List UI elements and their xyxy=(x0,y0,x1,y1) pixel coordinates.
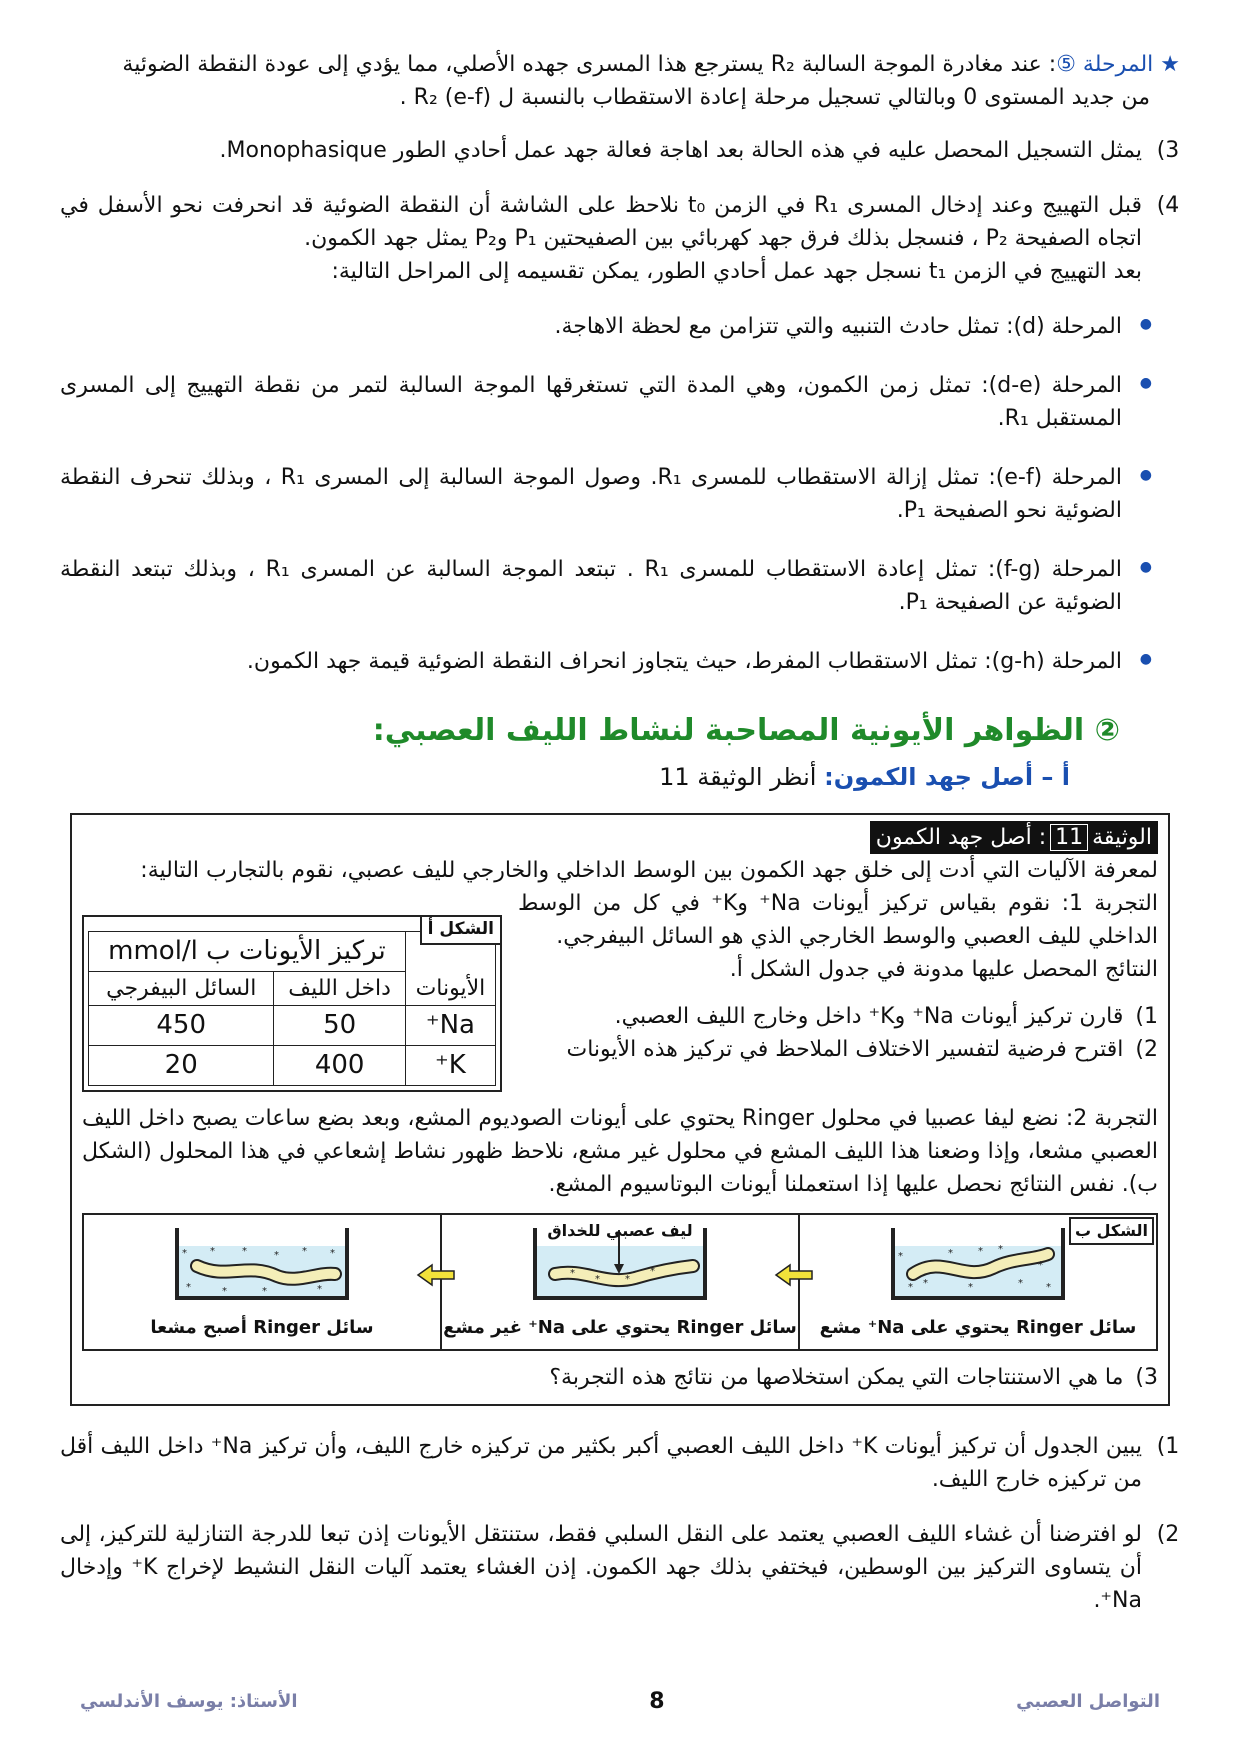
stage5-line1: : عند مغادرة الموجة السالبة R₂ يسترجع هذا المسرى جهده الأصلي، مما يؤدي إلى عودة النقطة الضوئية xyxy=(122,52,1057,77)
list-item: ● المرحلة (d): تمثل حادث التنبيه والتي تتزامن مع لحظة الاهاجة. xyxy=(60,310,1156,343)
stage5-paragraph xyxy=(60,48,1180,114)
svg-text:*: * xyxy=(186,1282,191,1293)
svg-text:*: * xyxy=(998,1244,1003,1255)
figure-b-panel-2 xyxy=(440,1215,798,1349)
page-content xyxy=(60,48,1180,1639)
list-item: ● المرحلة (e-f): تمثل إزالة الاستقطاب للمسرى R₁. وصول الموجة السالبة إلى المسرى R₁ ، وبذلك تنحرف النقطة الضوئية نحو الصفيحة P₁. xyxy=(60,461,1156,527)
beaker-result-icon xyxy=(157,1224,367,1304)
stages-list xyxy=(60,310,1156,678)
exp2-text: التجربة 2: نضع ليفا عصبيا في محلول Ringer يحتوي على أيونات الصوديوم المشع، وبعد بضع ساعات يصبح داخل الليف العصبي مشعا، وإذا وضعنا هذا الليف المشع في محلول غير مشع، نلاحظ ظهور نشاط إشعاعي في هذا المحلول (الشكل ب). نفس النتائج نحصل عليها إذا استعملنا أيونات البوتاسيوم المشع. xyxy=(82,1106,1158,1197)
question-3: 3) ما هي الاستنتاجات التي يمكن استخلاصها من نتائج هذه التجربة؟ xyxy=(549,1365,1158,1390)
svg-text:*: * xyxy=(242,1246,247,1257)
doc-intro: لمعرفة الآليات التي أدت إلى خلق جهد الكمون بين الوسط الداخلي والخارجي لليف عصبي، نقوم بالتجارب التالية: xyxy=(140,858,1158,883)
table-row: Na⁺ 50 450 xyxy=(89,1006,496,1046)
page-footer xyxy=(80,1685,1160,1718)
arrow-left-icon xyxy=(774,1263,814,1287)
svg-text:*: * xyxy=(650,1266,655,1277)
list-item: ● المرحلة (g-h): تمثل الاستقطاب المفرط، حيث يتجاوز انحراف النقطة الضوئية قيمة جهد الكمون. xyxy=(60,645,1156,678)
col-ions-header: الأيونات xyxy=(405,932,495,1006)
svg-text:*: * xyxy=(222,1286,227,1297)
svg-text:*: * xyxy=(1046,1282,1051,1293)
svg-text:*: * xyxy=(262,1286,267,1297)
table-row: K⁺ 400 20 xyxy=(89,1046,496,1086)
item-4: 4) قبل التهييج وعند إدخال المسرى R₁ في الزمن t₀ نلاحظ على الشاشة أن النقطة الضوئية قد انحرفت نحو الأسفل في اتجاه الصفيحة P₂ ، فنسجل بذلك فرق جهد كهربائي بين الصفيحتين P₁ وP₂ يمثل جهد الكمون. بعد التهييج في الزمن t₁ نسجل جهد عمل أحادي الطور، يمكن تقسيمه إلى المراحل التالية: xyxy=(60,189,1180,288)
exp1-text: التجربة 1: نقوم بقياس تركيز أيونات Na⁺ وK⁺ في كل من الوسط الداخلي لليف العصبي والوسط الخارجي الذي هو السائل البيفرجي. xyxy=(518,891,1158,949)
item-3-text: يمثل التسجيل المحصل عليه في هذه الحالة بعد اهاجة فعالة جهد عمل أحادي الطور Monophasique. xyxy=(219,138,1142,163)
concentration-table-figure xyxy=(82,915,502,1092)
item-3: 3) يمثل التسجيل المحصل عليه في هذه الحالة بعد اهاجة فعالة جهد عمل أحادي الطور Monophasique. xyxy=(60,134,1180,167)
document-11-header: الوثيقة11: أصل جهد الكمون xyxy=(870,821,1158,854)
list-item: ● المرحلة (f-g): تمثل إعادة الاستقطاب للمسرى R₁ . تبتعد الموجة السالبة عن المسرى R₁ ، وبذلك تبتعد النقطة الضوئية عن الصفيحة P₁. xyxy=(60,553,1156,619)
svg-text:*: * xyxy=(182,1248,187,1259)
col-outside-header: السائل البيفرجي xyxy=(89,972,274,1006)
panel-2-top-label: ليف عصبي للخداق xyxy=(547,1221,693,1240)
item-4-text2: بعد التهييج في الزمن t₁ نسجل جهد عمل أحادي الطور، يمكن تقسيمه إلى المراحل التالية: xyxy=(331,259,1142,284)
figure-b-label: الشكل ب xyxy=(1069,1217,1154,1245)
figure-a-label: الشكل أ xyxy=(420,915,502,945)
col-inside-header: داخل الليف xyxy=(274,972,405,1006)
exp1-result: النتائج المحصل عليها مدونة في جدول الشكل أ. xyxy=(729,957,1158,982)
panel-3-caption: سائل Ringer أصبح مشعا xyxy=(150,1317,374,1338)
panel-2-caption: سائل Ringer يحتوي على Na⁺ غير مشع xyxy=(443,1317,797,1338)
svg-text:*: * xyxy=(210,1246,215,1257)
document-11-box xyxy=(70,813,1170,1406)
list-item: ● المرحلة (d-e): تمثل زمن الكمون، وهي المدة التي تستغرقها الموجة السالبة لتمر من نقطة التهييج إلى المسرى المستقبل R₁. xyxy=(60,369,1156,435)
item-4-text1: قبل التهييج وعند إدخال المسرى R₁ في الزمن t₀ نلاحظ على الشاشة أن النقطة الضوئية قد انحرفت نحو الأسفل في اتجاه الصفيحة P₂ ، فنسجل بذلك فرق جهد كهربائي بين الصفيحتين P₁ وP₂ يمثل جهد الكمون. xyxy=(60,193,1142,251)
stage5-label: ★ المرحلة ⑤ xyxy=(1056,52,1180,77)
beaker-radioactive-icon xyxy=(873,1224,1083,1304)
svg-text:*: * xyxy=(274,1250,279,1261)
stage5-line2: من جديد المستوى 0 وبالتالي تسجيل مرحلة إعادة الاستقطاب بالنسبة ل R₂ (e-f) . xyxy=(399,85,1150,110)
page-number: 8 xyxy=(649,1689,665,1714)
arrow-left-icon xyxy=(416,1263,456,1287)
figure-b-panel-1 xyxy=(798,1215,1156,1349)
concentration-table xyxy=(88,931,496,1086)
svg-text:*: * xyxy=(923,1278,928,1289)
svg-text:*: * xyxy=(948,1248,953,1259)
table-main-header: تركيز الأيونات ب mmol/l xyxy=(89,932,406,972)
footer-author: الأستاذ: يوسف الأندلسي xyxy=(80,1691,298,1712)
svg-text:*: * xyxy=(302,1246,307,1257)
figure-b xyxy=(82,1213,1158,1351)
footer-subject: التواصل العصبي xyxy=(1016,1691,1160,1712)
svg-text:*: * xyxy=(908,1282,913,1293)
experiment-1 xyxy=(82,887,1158,1092)
svg-text:*: * xyxy=(625,1274,630,1285)
svg-text:*: * xyxy=(968,1282,973,1293)
svg-text:*: * xyxy=(570,1268,575,1279)
svg-text:*: * xyxy=(898,1251,903,1262)
question-2: 2) اقترح فرضية لتفسير الاختلاف الملاحظ في تركيز هذه الأيونات xyxy=(566,1037,1158,1062)
svg-text:*: * xyxy=(1018,1278,1023,1289)
question-1: 1) قارن تركيز أيونات Na⁺ وK⁺ داخل وخارج الليف العصبي. xyxy=(614,1004,1158,1029)
svg-text:*: * xyxy=(978,1246,983,1257)
answer-1: 1) يبين الجدول أن تركيز أيونات K⁺ داخل الليف العصبي أكبر بكثير من تركيزه خارج الليف، وأن تركيز Na⁺ داخل الليف أقل من تركيزه خارج الليف. xyxy=(60,1434,1180,1492)
answer-2: 2) لو افترضنا أن غشاء الليف العصبي يعتمد على النقل السلبي فقط، ستنتقل الأيونات إذن تبعا للدرجة التنازلية للتركيز، إلى أن يتساوى التركيز بين الوسطين، فيختفي بذلك جهد الكمون. إذن الغشاء يعتمد آليات النقل النشيط لإخراج K⁺ وإدخال Na⁺. xyxy=(60,1522,1180,1613)
subsection-title: أ – أصل جهد الكمون: أنظر الوثيقة 11 xyxy=(659,763,1070,791)
svg-text:*: * xyxy=(1038,1260,1043,1271)
svg-text:*: * xyxy=(330,1248,335,1259)
svg-text:*: * xyxy=(317,1284,322,1295)
panel-1-caption: سائل Ringer يحتوي على Na⁺ مشع xyxy=(819,1317,1137,1338)
svg-text:*: * xyxy=(595,1274,600,1285)
figure-b-panel-3 xyxy=(84,1215,440,1349)
section-title: ② الظواهر الأيونية المصاحبة لنشاط الليف العصبي: xyxy=(372,713,1120,748)
